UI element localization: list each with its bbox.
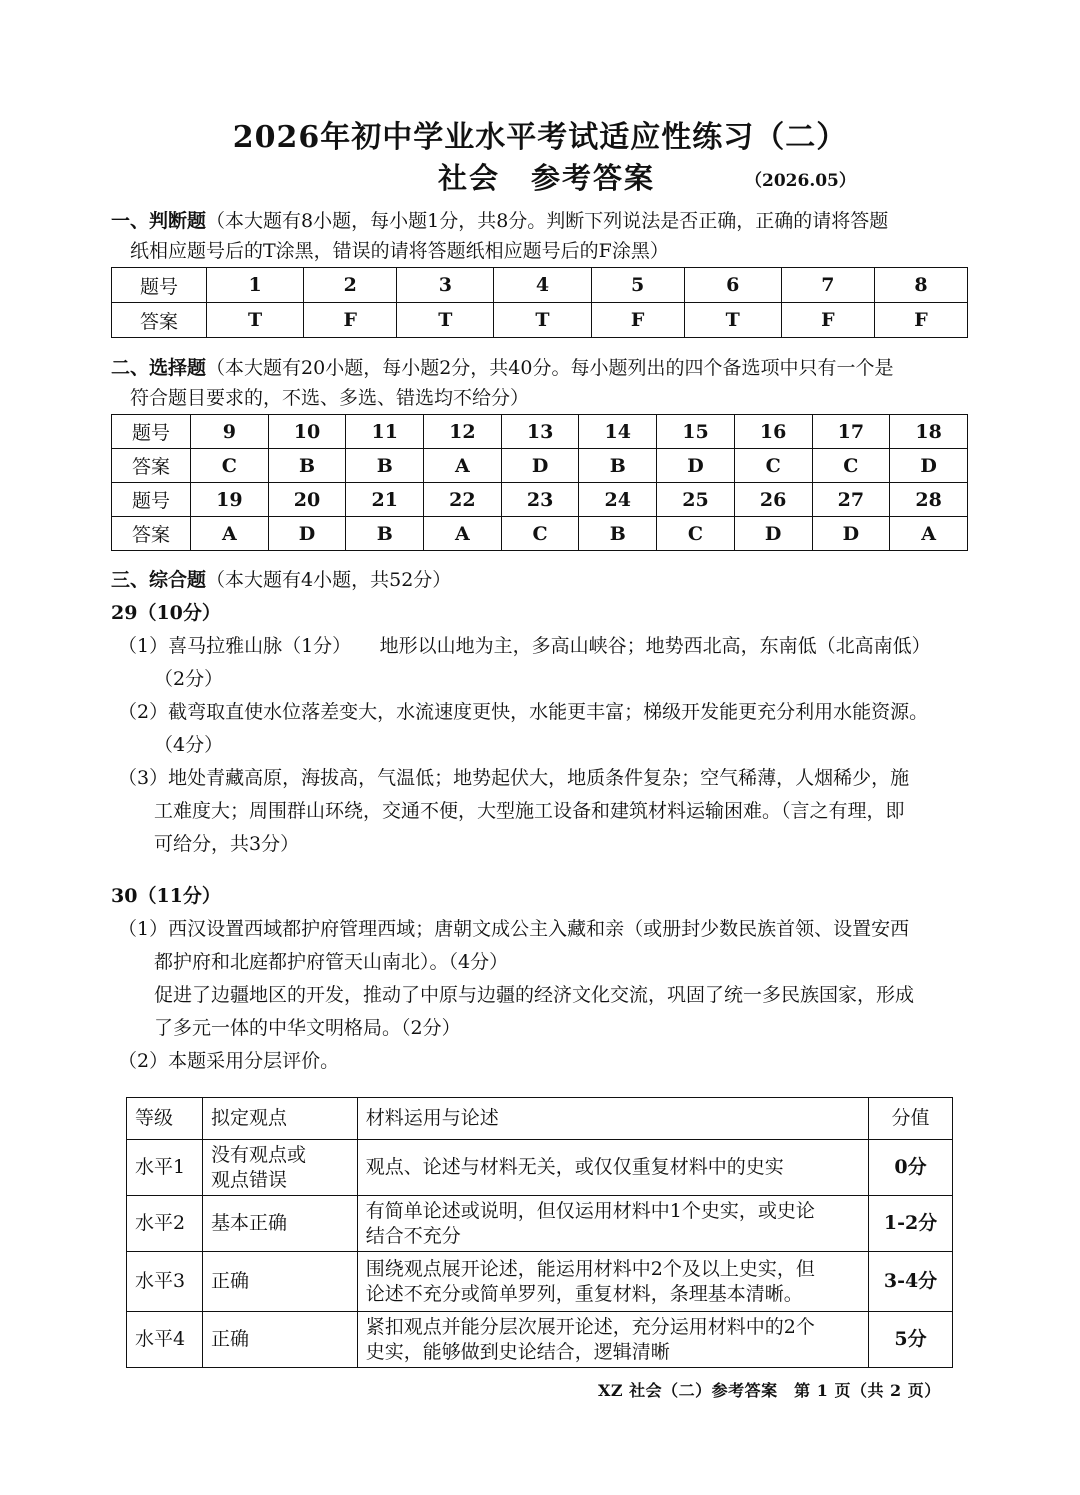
answer-cell: C xyxy=(812,449,890,483)
question-number-cell: 17 xyxy=(812,415,890,449)
q29-label: 29（10分） xyxy=(111,602,221,624)
answer-cell: B xyxy=(346,449,424,483)
level-view xyxy=(202,1140,357,1196)
level-desc-line1: 观点、论述与材料无关，或仅仅重复材料中的史实 xyxy=(365,1156,784,1178)
level-score: 1-2分 xyxy=(869,1196,953,1252)
question-number-row xyxy=(112,268,968,303)
level-desc-line1: 围绕观点展开论述，能运用材料中2个及以上史实，但 xyxy=(365,1257,815,1280)
header-material: 材料运用与论述 xyxy=(357,1098,868,1140)
section1-heading: 一、判断题 xyxy=(111,210,207,232)
answer-row xyxy=(112,517,968,551)
section2-desc-line2: 符合题目要求的，不选、多选、错选均不给分） xyxy=(130,387,530,409)
answer-cell: B xyxy=(346,517,424,551)
q29-p2-line1: （2）截弯取直使水位落差变大，水流速度更快，水能更丰富；梯级开发能更充分利用水能资源。 xyxy=(118,701,929,723)
answer-cell: C xyxy=(501,517,579,551)
answer-cell: T xyxy=(397,303,494,338)
q29-p3-line2: 工难度大；周围群山环绕，交通不便，大型施工设备和建筑材料运输困难。（言之有理，即 xyxy=(154,800,905,822)
section2-intro xyxy=(111,353,971,413)
level-view-line2: 观点错误 xyxy=(210,1168,287,1191)
answer-row xyxy=(112,449,968,483)
answer-row-label: 答案 xyxy=(112,449,191,483)
question-number-cell: 19 xyxy=(191,483,269,517)
level-score: 3-4分 xyxy=(869,1252,953,1312)
answer-cell: A xyxy=(424,517,502,551)
section3-intro xyxy=(111,564,451,597)
level-table-header-row xyxy=(127,1098,953,1140)
level-view-line1: 没有观点或 xyxy=(210,1143,306,1166)
level-view: 正确 xyxy=(202,1312,357,1368)
q30-answers xyxy=(118,913,978,1078)
answer-row-label: 答案 xyxy=(112,517,191,551)
question-number-cell: 24 xyxy=(579,483,657,517)
answer-cell: A xyxy=(424,449,502,483)
question-number-cell: 25 xyxy=(657,483,735,517)
question-number-cell: 1 xyxy=(207,268,304,303)
question-number-cell: 12 xyxy=(424,415,502,449)
question-number-cell: 14 xyxy=(579,415,657,449)
section3-desc: （本大题有4小题，共52分） xyxy=(206,569,452,591)
section3-heading: 三、综合题 xyxy=(111,569,207,591)
page-subtitle: 社会 参考答案 xyxy=(438,161,656,195)
question-number-cell: 15 xyxy=(657,415,735,449)
level-score: 5分 xyxy=(869,1312,953,1368)
section2-table xyxy=(111,414,968,551)
level-desc-line1: 有简单论述或说明，但仅运用材料中1个史实，或史论 xyxy=(365,1199,815,1222)
section1-intro xyxy=(111,206,971,266)
answer-cell: D xyxy=(890,449,968,483)
level-row xyxy=(127,1252,953,1312)
q29-p1-line2: （2分） xyxy=(154,668,224,690)
question-number-cell: 16 xyxy=(734,415,812,449)
page-title: 2026年初中学业水平考试适应性练习（二） xyxy=(232,120,848,155)
question-number-cell: 8 xyxy=(874,268,967,303)
level-desc xyxy=(357,1196,868,1252)
answer-cell: D xyxy=(268,517,346,551)
q29-p3-line3: 可给分，共3分） xyxy=(154,833,300,855)
answer-cell: D xyxy=(734,517,812,551)
question-number-cell: 28 xyxy=(890,483,968,517)
question-number-cell: 2 xyxy=(304,268,397,303)
level-name: 水平2 xyxy=(127,1196,203,1252)
question-number-cell: 13 xyxy=(501,415,579,449)
level-desc-line2: 结合不充分 xyxy=(365,1224,461,1247)
q30-p1-line2: 都护府和北庭都护府管天山南北）。（4分） xyxy=(154,951,509,973)
question-number-row-label: 题号 xyxy=(112,483,191,517)
answer-cell: D xyxy=(657,449,735,483)
section1-desc-line1: （本大题有8小题，每小题1分，共8分。判断下列说法是否正确，正确的请将答题 xyxy=(206,210,889,232)
level-desc-line2: 史实，能够做到史论结合，逻辑清晰 xyxy=(365,1340,670,1363)
answer-cell: B xyxy=(579,449,657,483)
q30-p2: （2）本题采用分层评价。 xyxy=(118,1050,340,1072)
answer-cell: T xyxy=(684,303,781,338)
answer-row xyxy=(112,303,968,338)
q30-label: 30（11分） xyxy=(111,885,221,907)
question-number-cell: 10 xyxy=(268,415,346,449)
q29-p1-line1: （1）喜马拉雅山脉（1分） 地形以山地为主，多高山峡谷；地势西北高，东南低（北高南低） xyxy=(118,635,931,657)
question-number-cell: 27 xyxy=(812,483,890,517)
question-number-cell: 3 xyxy=(397,268,494,303)
question-number-row-label: 题号 xyxy=(112,268,207,303)
level-desc xyxy=(357,1312,868,1368)
answer-cell: C xyxy=(657,517,735,551)
answer-cell: C xyxy=(734,449,812,483)
level-row xyxy=(127,1196,953,1252)
q29-answers xyxy=(118,630,978,861)
answer-cell: A xyxy=(191,517,269,551)
level-view: 正确 xyxy=(202,1252,357,1312)
question-number-row xyxy=(112,415,968,449)
level-desc xyxy=(357,1252,868,1312)
level-row xyxy=(127,1312,953,1368)
q30-p1-line3: 促进了边疆地区的开发，推动了中原与边疆的经济文化交流，巩固了统一多民族国家，形成 xyxy=(154,984,915,1006)
level-row xyxy=(127,1140,953,1196)
question-number-cell: 9 xyxy=(191,415,269,449)
header-level: 等级 xyxy=(127,1098,203,1140)
section2-heading: 二、选择题 xyxy=(111,357,207,379)
question-number-cell: 26 xyxy=(734,483,812,517)
answer-cell: B xyxy=(268,449,346,483)
header-view: 拟定观点 xyxy=(202,1098,357,1140)
header-score: 分值 xyxy=(869,1098,953,1140)
answer-cell: B xyxy=(579,517,657,551)
section2-desc-line1: （本大题有20小题，每小题2分，共40分。每小题列出的四个备选项中只有一个是 xyxy=(206,357,894,379)
level-score: 0分 xyxy=(869,1140,953,1196)
answer-cell: T xyxy=(207,303,304,338)
level-desc-line1: 紧扣观点并能分层次展开论述，充分运用材料中的2个 xyxy=(365,1315,815,1338)
answer-cell: F xyxy=(591,303,684,338)
answer-cell: D xyxy=(812,517,890,551)
level-view: 基本正确 xyxy=(202,1196,357,1252)
exam-date: （2026.05） xyxy=(745,171,856,191)
q30-p1-line4: 了多元一体的中华文明格局。（2分） xyxy=(154,1017,461,1039)
answer-cell: F xyxy=(304,303,397,338)
answer-cell: D xyxy=(501,449,579,483)
level-desc-line2: 论述不充分或简单罗列，重复材料，条理基本清晰。 xyxy=(365,1282,803,1305)
section1-desc-line2: 纸相应题号后的T涂黑，错误的请将答题纸相应题号后的F涂黑） xyxy=(130,240,669,262)
page-footer: XZ 社会（二）参考答案 第 1 页（共 2 页） xyxy=(598,1381,941,1400)
question-number-cell: 18 xyxy=(890,415,968,449)
answer-cell: C xyxy=(191,449,269,483)
evaluation-level-table xyxy=(126,1097,953,1368)
question-number-cell: 20 xyxy=(268,483,346,517)
question-number-row-label: 题号 xyxy=(112,415,191,449)
question-number-cell: 22 xyxy=(424,483,502,517)
question-number-row xyxy=(112,483,968,517)
answer-cell: T xyxy=(494,303,591,338)
level-name: 水平3 xyxy=(127,1252,203,1312)
question-number-cell: 5 xyxy=(591,268,684,303)
q29-p2-line2: （4分） xyxy=(154,734,224,756)
answer-cell: F xyxy=(874,303,967,338)
level-name: 水平4 xyxy=(127,1312,203,1368)
q29-p3-line1: （3）地处青藏高原，海拔高，气温低；地势起伏大，地质条件复杂；空气稀薄，人烟稀少，施 xyxy=(118,767,910,789)
answer-cell: F xyxy=(781,303,874,338)
answer-cell: A xyxy=(890,517,968,551)
question-number-cell: 6 xyxy=(684,268,781,303)
q30-p1-line1: （1）西汉设置西域都护府管理西域；唐朝文成公主入藏和亲（或册封少数民族首领、设置安西 xyxy=(118,918,910,940)
question-number-cell: 7 xyxy=(781,268,874,303)
level-name: 水平1 xyxy=(127,1140,203,1196)
question-number-cell: 21 xyxy=(346,483,424,517)
section1-table xyxy=(111,267,968,338)
question-number-cell: 4 xyxy=(494,268,591,303)
level-desc xyxy=(357,1140,868,1196)
answer-row-label: 答案 xyxy=(112,303,207,338)
question-number-cell: 11 xyxy=(346,415,424,449)
question-number-cell: 23 xyxy=(501,483,579,517)
